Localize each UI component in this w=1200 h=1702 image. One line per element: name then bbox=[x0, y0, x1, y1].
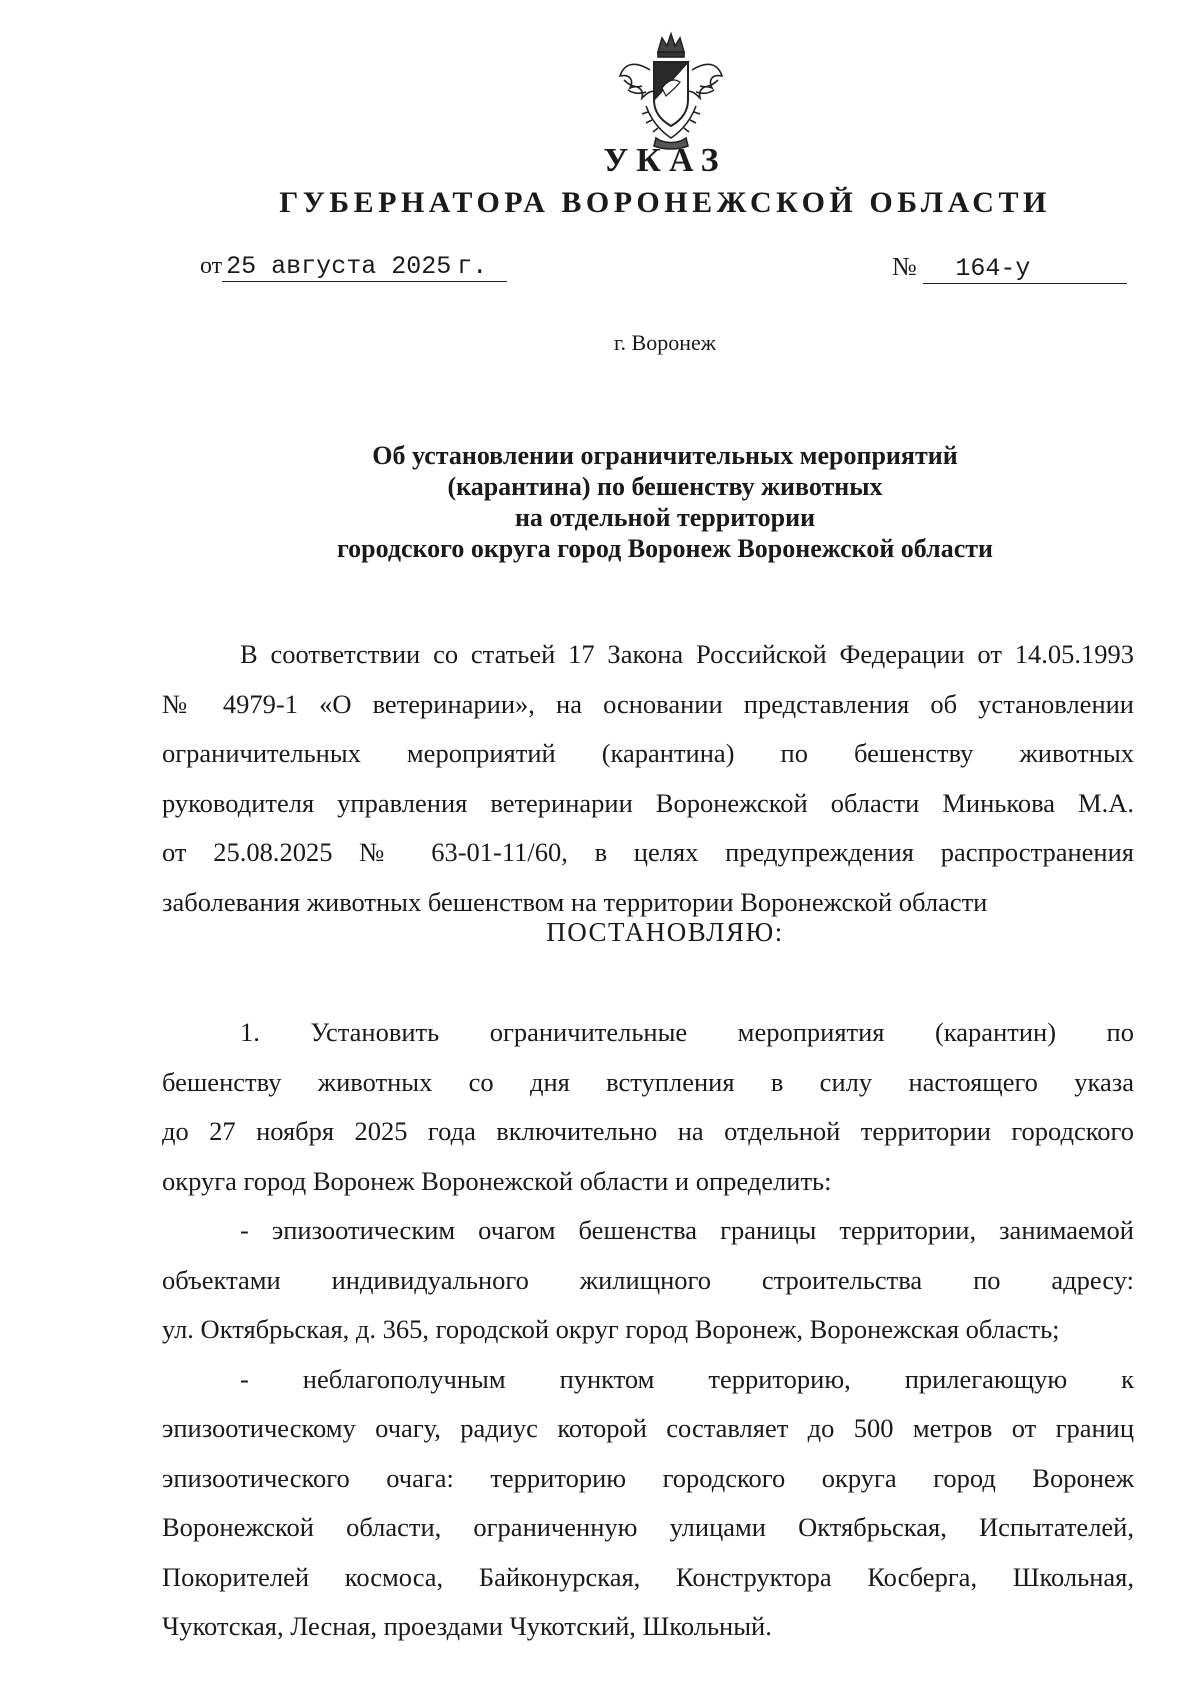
preamble-line: от 25.08.2025 № 63-01-11/60, в целях предупреждения распространения bbox=[162, 837, 1134, 867]
bullet-2-line: эпизоотическому очагу, радиус которой составляет до 500 метров от границ bbox=[162, 1413, 1134, 1443]
bullet-2-line: Чукотская, Лесная, проездами Чукотский, Школьный. bbox=[162, 1611, 772, 1641]
document-number bbox=[892, 252, 1127, 284]
item-1-line: 1. Установить ограничительные мероприятия (карантин) по bbox=[240, 1017, 1134, 1047]
item-1-line: бешенству животных со дня вступления в силу настоящего указа bbox=[162, 1066, 1134, 1097]
bullet-2-line: Воронежской области, ограниченную улицами Октябрьская, Испытателей, bbox=[162, 1512, 1134, 1542]
document-type: УКАЗ bbox=[603, 142, 727, 179]
issuer-title: ГУБЕРНАТОРА ВОРОНЕЖСКОЙ ОБЛАСТИ bbox=[279, 186, 1051, 219]
preamble-line: руководителя управления ветеринарии Воронежской области Минькова М.А. bbox=[162, 787, 1134, 818]
title-line: (карантина) по бешенству животных bbox=[447, 472, 883, 501]
date-suffix: г. bbox=[457, 252, 488, 281]
title-line: Об установлении ограничительных мероприятий bbox=[372, 441, 958, 470]
decree-items bbox=[162, 1008, 1134, 1652]
bullet-2-line: эпизоотического очага: территорию городского округа город Воронеж bbox=[162, 1462, 1134, 1493]
date-prefix: от bbox=[200, 253, 223, 279]
bullet-1-line: - эпизоотическим очагом бешенства границы территории, занимаемой bbox=[240, 1215, 1134, 1245]
bullet-1-line: ул. Октябрьская, д. 365, городской округ город Воронеж, Воронежская область; bbox=[162, 1314, 1060, 1344]
title-line: городского округа город Воронеж Воронежской области bbox=[336, 534, 994, 563]
coat-of-arms-icon bbox=[616, 30, 726, 152]
document-title bbox=[270, 440, 1060, 564]
preamble-paragraph bbox=[162, 630, 1134, 927]
number-prefix: № bbox=[892, 252, 917, 281]
bullet-2-line: Покорителей космоса, Байконурская, Конструктора Косберга, Школьная, bbox=[162, 1561, 1134, 1592]
number-value: 164-у bbox=[923, 254, 1127, 284]
bullet-2-line: - неблагополучным пунктом территорию, прилегающую к bbox=[240, 1363, 1134, 1394]
preamble-line: ограничительных мероприятий (карантина) по бешенству животных bbox=[162, 738, 1134, 768]
title-line: на отдельной территории bbox=[514, 503, 816, 532]
preamble-line: № 4979-1 «О ветеринарии», на основании представления об установлении bbox=[162, 688, 1134, 719]
preamble-line: заболевания животных бешенством на территории Воронежской области bbox=[162, 886, 988, 917]
preamble-line: В соответствии со статьей 17 Закона Российской Федерации от 14.05.1993 bbox=[240, 639, 1134, 669]
item-1-line: до 27 ноября 2025 года включительно на отдельной территории городского bbox=[162, 1116, 1134, 1146]
document-date bbox=[200, 252, 507, 282]
resolve-heading: ПОСТАНОВЛЯЮ: bbox=[546, 917, 784, 947]
date-value: 25 августа 2025 bbox=[226, 252, 452, 281]
item-1-line: округа город Воронеж Воронежской области и определить: bbox=[162, 1165, 832, 1196]
bullet-1-line: объектами индивидуального жилищного строительства по адресу: bbox=[162, 1264, 1134, 1295]
document-city: г. Воронеж bbox=[614, 330, 716, 355]
